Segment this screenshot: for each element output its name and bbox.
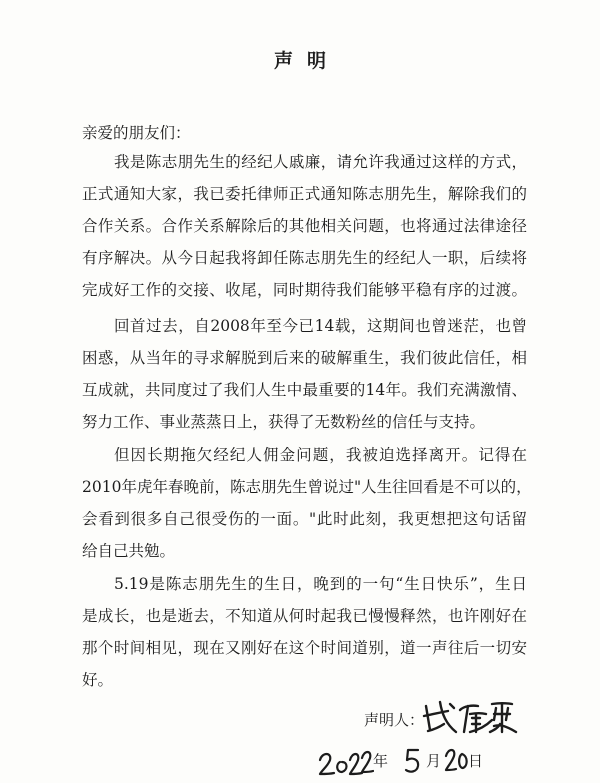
day-unit: 日 (468, 752, 484, 770)
paragraph-1 (82, 146, 527, 306)
paragraph-line: 困惑，从当年的寻求解脱到后来的破解重生，我们彼此信任，相 (82, 349, 527, 367)
handwritten-year (318, 744, 374, 778)
paragraph-line: 是成长，也是逝去，不知道从何时起我已慢慢释然，也许刚好在 (82, 607, 527, 625)
paragraph-line: 2010年虎年春晚前，陈志朋先生曾说过"人生往回看是不可以的， (82, 478, 532, 496)
paragraph-2 (82, 310, 527, 438)
paragraph-line: 好。 (82, 671, 114, 689)
paragraph-line: 我是陈志朋先生的经纪人戚廉，请允许我通过这样的方式， (114, 153, 527, 171)
paragraph-line: 回首过去，自2008年至今已14载，这期间也曾迷茫，也曾 (114, 317, 527, 335)
paragraph-line: 努力工作、事业蒸蒸日上，获得了无数粉丝的信任与支持。 (82, 413, 486, 431)
date-line (318, 744, 518, 780)
paragraph-line: 正式通知大家，我已委托律师正式通知陈志朋先生，解除我们的 (82, 185, 527, 203)
month-unit: 月 (426, 752, 442, 770)
salutation: 亲爱的朋友们： (82, 124, 191, 142)
paragraph-line: 合作关系。合作关系解除后的其他相关问题，也将通过法律途径 (82, 217, 527, 235)
paragraph-line: 但因长期拖欠经纪人佣金问题，我被迫选择离开。记得在 (114, 446, 527, 464)
paragraph-line: 有序解决。从今日起我将卸任陈志朋先生的经纪人一职，后续将 (82, 249, 527, 267)
paragraph-line: 完成好工作的交接、收尾，同时期待我们能够平稳有序的过渡。 (82, 281, 527, 299)
paragraph-4 (82, 568, 527, 696)
handwritten-month (402, 744, 424, 778)
year-unit: 年 (373, 752, 389, 770)
document-title: 声明 (273, 50, 340, 72)
declarant-label: 声明人： (364, 711, 425, 729)
paragraph-3 (82, 439, 532, 567)
paragraph-line: 会看到很多自己很受伤的一面。"此时此刻，我更想把这句话留 (82, 510, 527, 528)
handwritten-day (444, 744, 470, 778)
handwritten-signature (420, 696, 530, 736)
paragraph-line: 给自己共勉。 (82, 542, 176, 560)
paragraph-line: 那个时间相见，现在又刚好在这个时间道别，道一声往后一切安 (82, 639, 527, 657)
paragraph-line: 互成就，共同度过了我们人生中最重要的14年。我们充满激情、 (82, 381, 527, 399)
paragraph-line: 5.19是陈志朋先生的生日，晚到的一句“生日快乐”，生日 (114, 575, 527, 593)
